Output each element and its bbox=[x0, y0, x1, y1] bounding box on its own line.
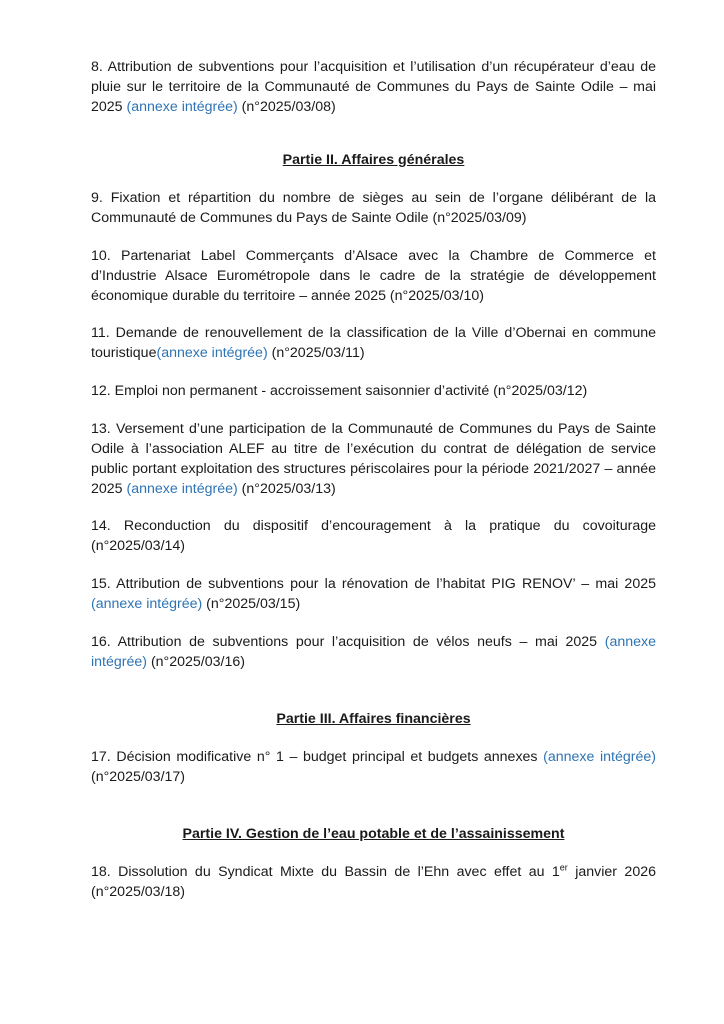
annex-link[interactable]: (annexe intégrée) bbox=[126, 99, 238, 115]
item-text: 18. Dissolution du Syndicat Mixte du Bassin de l’Ehn avec effet au 1 bbox=[91, 864, 560, 880]
item-reference: (n°2025/03/13) bbox=[237, 481, 336, 497]
agenda-item-15 bbox=[91, 574, 656, 614]
item-text: 17. Décision modificative n° 1 – budget principal et budgets annexes bbox=[91, 749, 544, 765]
item-text: 10. Partenariat Label Commerçants d’Alsace avec la Chambre de Commerce et d’Industrie Alsace Eurométropole dans le cadre de la stratégie de développement économique durable du territoire – année 2025 (n°2025/03/10) bbox=[91, 248, 656, 304]
item-reference: (n°2025/03/11) bbox=[267, 345, 365, 361]
item-text: 9. Fixation et répartition du nombre de sièges au sein de l’organe délibérant de la Communauté de Communes du Pays de Sainte Odile (n°2025/03/09) bbox=[91, 190, 656, 226]
agenda-item-10 bbox=[91, 246, 656, 306]
annex-link[interactable]: (annexe intégrée) bbox=[91, 634, 656, 670]
ordinal-suffix: er bbox=[559, 862, 568, 873]
annex-link[interactable]: (annexe intégrée) bbox=[543, 749, 656, 765]
item-reference: (n°2025/03/17) bbox=[91, 769, 186, 785]
item-text: 16. Attribution de subventions pour l’acquisition de vélos neufs – mai 2025 bbox=[91, 634, 605, 650]
item-text: 14. Reconduction du dispositif d’encouragement à la pratique du covoiturage (n°2025/03/14) bbox=[91, 518, 656, 554]
section-heading-part-3: Partie III. Affaires financières bbox=[276, 711, 471, 727]
agenda-item-17 bbox=[91, 747, 656, 787]
section-heading-part-4: Partie IV. Gestion de l’eau potable et de l’assainissement bbox=[182, 826, 565, 842]
agenda-item-14 bbox=[91, 516, 656, 556]
annex-link[interactable]: (annexe intégrée) bbox=[156, 345, 268, 361]
agenda-item-12 bbox=[91, 381, 656, 401]
agenda-item-9 bbox=[91, 188, 656, 228]
agenda-item-13 bbox=[91, 419, 656, 499]
agenda-item-8 bbox=[91, 57, 656, 117]
agenda-item-11 bbox=[91, 323, 656, 363]
item-reference: (n°2025/03/08) bbox=[237, 99, 336, 115]
item-text: 15. Attribution de subventions pour la rénovation de l’habitat PIG RENOV’ – mai 2025 bbox=[91, 576, 656, 592]
item-reference: (n°2025/03/16) bbox=[147, 654, 245, 670]
item-reference: (n°2025/03/15) bbox=[202, 596, 301, 612]
item-reference: janvier 2026 (n°2025/03/18) bbox=[91, 864, 656, 900]
annex-link[interactable]: (annexe intégrée) bbox=[126, 481, 238, 497]
item-text: 8. Attribution de subventions pour l’acquisition et l’utilisation d’un récupérateur d’eau de pluie sur le territoire de la Communauté de Communes du Pays de Sainte Odile – mai 2025 bbox=[91, 59, 656, 115]
agenda-item-18 bbox=[91, 862, 656, 902]
section-heading-part-2: Partie II. Affaires générales bbox=[282, 152, 465, 168]
item-text: 13. Versement d’une participation de la Communauté de Communes du Pays de Sainte Odile à l’association ALEF au titre de l’exécution du contrat de délégation de service public portant exploitation des structures périscolaires pour la période 2021/2027 – année 2025 bbox=[91, 421, 656, 497]
annex-link[interactable]: (annexe intégrée) bbox=[91, 596, 203, 612]
agenda-item-16 bbox=[91, 632, 656, 672]
item-text: 12. Emploi non permanent - accroissement saisonnier d’activité (n°2025/03/12) bbox=[91, 383, 588, 399]
item-text: 11. Demande de renouvellement de la classification de la Ville d’Obernai en commune touristique bbox=[91, 325, 656, 361]
